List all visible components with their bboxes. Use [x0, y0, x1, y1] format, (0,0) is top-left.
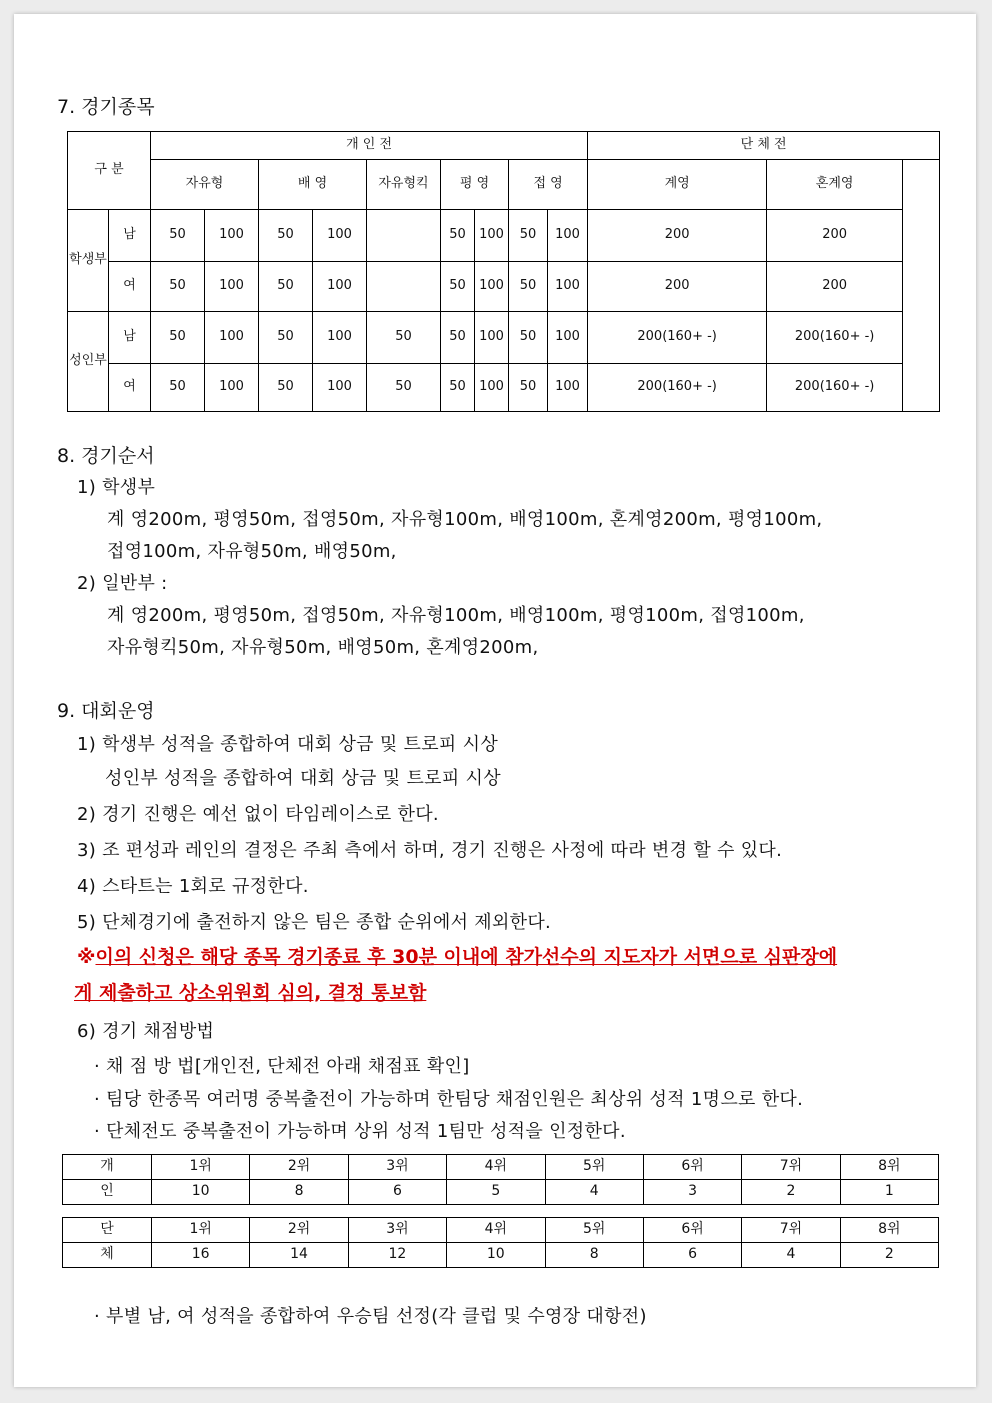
table-cell: 200: [588, 210, 767, 262]
points-cell: 8: [545, 1243, 643, 1268]
notice-text-2: 게 제출하고 상소위원회 심의, 결정 통보함: [74, 982, 427, 1004]
header-relay: 계영: [588, 160, 767, 210]
table-cell: 50: [509, 262, 548, 312]
rank-cell: 6위: [643, 1218, 741, 1243]
header-backstroke: 배 영: [259, 160, 367, 210]
points-cell: 16: [152, 1243, 250, 1268]
rank-cell: 5위: [545, 1218, 643, 1243]
sec9-item-1: 1) 학생부 성적을 종합하여 대회 상금 및 트로피 시상: [77, 734, 499, 755]
table-cell: 100: [205, 262, 259, 312]
event-table: [67, 131, 940, 412]
rank-cell: 4위: [447, 1155, 545, 1180]
table-cell: 200: [767, 262, 903, 312]
table-row: [68, 312, 940, 364]
rank-cell: 1위: [152, 1218, 250, 1243]
points-cell: 6: [348, 1180, 446, 1205]
empty-cell: [903, 160, 940, 412]
points-cell: 12: [348, 1243, 446, 1268]
rank-cell: 3위: [348, 1155, 446, 1180]
points-cell: 5: [447, 1180, 545, 1205]
table-cell: 50: [441, 262, 475, 312]
table-cell: 100: [205, 364, 259, 412]
table-cell: 100: [548, 210, 588, 262]
table-cell: 100: [548, 312, 588, 364]
table-row: [68, 364, 940, 412]
header-team: 단 체 전: [588, 132, 940, 160]
rank-cell: 1위: [152, 1155, 250, 1180]
header-freestyle-kick: 자유형킥: [367, 160, 441, 210]
table-cell: 50: [509, 210, 548, 262]
table-cell: 50: [509, 364, 548, 412]
header-gubun: 구 분: [68, 132, 151, 210]
table-cell: [367, 210, 441, 262]
table-cell: 50: [441, 210, 475, 262]
table-cell: 50: [441, 364, 475, 412]
table-cell: 200(160+ -): [588, 312, 767, 364]
individual-label-1: 개: [63, 1155, 152, 1180]
points-cell: 4: [742, 1243, 840, 1268]
sec9-item-3: 3) 조 편성과 레인의 결정은 주최 측에서 하며, 경기 진행은 사정에 따라 변경 할 수 있다.: [77, 840, 783, 861]
sec8-general: 2) 일반부 :: [77, 573, 168, 594]
table-cell: 50: [259, 364, 313, 412]
rank-cell: 8위: [840, 1155, 938, 1180]
table-cell: 100: [313, 312, 367, 364]
rank-cell: 4위: [447, 1218, 545, 1243]
sec8-general-line2: 자유형킥50m, 자유형50m, 배영50m, 혼계영200m,: [107, 637, 539, 658]
sec9-item-4: 4) 스타트는 1회로 규정한다.: [77, 876, 309, 897]
sec8-general-line1: 계 영200m, 평영50m, 접영50m, 자유형100m, 배영100m, 평영100m, 접영100m,: [107, 605, 805, 626]
table-cell: 100: [313, 210, 367, 262]
gender-cell: 남: [109, 210, 151, 262]
rank-cell: 2위: [250, 1155, 348, 1180]
rank-cell: 8위: [840, 1218, 938, 1243]
points-cell: 1: [840, 1180, 938, 1205]
points-cell: 4: [545, 1180, 643, 1205]
table-cell: 100: [205, 210, 259, 262]
sec9-item-1b: 성인부 성적을 종합하여 대회 상금 및 트로피 시상: [105, 768, 501, 789]
document-page: [14, 14, 976, 1387]
table-cell: 100: [475, 312, 509, 364]
table-cell: 100: [548, 364, 588, 412]
rank-cell: 5위: [545, 1155, 643, 1180]
sec8-student: 1) 학생부: [77, 477, 156, 498]
table-cell: 50: [151, 210, 205, 262]
table-cell: 50: [151, 364, 205, 412]
gender-cell: 남: [109, 312, 151, 364]
points-cell: 10: [152, 1180, 250, 1205]
points-cell: 2: [742, 1180, 840, 1205]
notice-text-1: 이의 신청은 해당 종목 경기종료 후 30분 이내에 참가선수의 지도자가 서면으로 심판장에: [95, 946, 838, 968]
table-cell: 100: [475, 262, 509, 312]
notice-line-2: [74, 978, 426, 1005]
header-medley-relay: 혼계영: [767, 160, 903, 210]
notice-mark: ※: [77, 946, 96, 968]
table-cell: 100: [548, 262, 588, 312]
scoring-bullet-4: · 부별 남, 여 성적을 종합하여 우승팀 선정(각 클럽 및 수영장 대항전): [94, 1306, 647, 1327]
individual-score-table: [62, 1154, 939, 1205]
team-label-2: 체: [63, 1243, 152, 1268]
table-cell: 200: [588, 262, 767, 312]
rank-cell: 3위: [348, 1218, 446, 1243]
table-cell: 200: [767, 210, 903, 262]
rank-cell: 6위: [643, 1155, 741, 1180]
rank-cell: 7위: [742, 1218, 840, 1243]
table-cell: 200(160+ -): [588, 364, 767, 412]
scoring-bullet-2: · 팀당 한종목 여러명 중복출전이 가능하며 한팀당 채점인원은 최상위 성적 1명으로 한다.: [94, 1089, 804, 1110]
table-cell: 50: [259, 312, 313, 364]
table-cell: 200(160+ -): [767, 364, 903, 412]
table-cell: [367, 262, 441, 312]
gender-cell: 여: [109, 364, 151, 412]
table-cell: 100: [313, 262, 367, 312]
table-cell: 100: [313, 364, 367, 412]
notice-line-1: [77, 942, 837, 969]
table-cell: 50: [441, 312, 475, 364]
scoring-bullet-3: · 단체전도 중복출전이 가능하며 상위 성적 1팀만 성적을 인정한다.: [94, 1121, 626, 1142]
rank-cell: 2위: [250, 1218, 348, 1243]
section-7-title: 7. 경기종목: [57, 96, 155, 118]
sec9-item-2: 2) 경기 진행은 예선 없이 타임레이스로 한다.: [77, 804, 439, 825]
points-cell: 2: [840, 1243, 938, 1268]
table-row: [68, 210, 940, 262]
header-breaststroke: 평 영: [441, 160, 509, 210]
header-freestyle: 자유형: [151, 160, 259, 210]
scoring-bullet-1: · 채 점 방 법[개인전, 단체전 아래 채점표 확인]: [94, 1056, 470, 1077]
group-label-student: 학생부: [68, 210, 109, 312]
team-score-table: [62, 1217, 939, 1268]
section-8-title: 8. 경기순서: [57, 445, 155, 467]
table-cell: 50: [367, 364, 441, 412]
gender-cell: 여: [109, 262, 151, 312]
table-cell: 50: [151, 312, 205, 364]
section-9-title: 9. 대회운영: [57, 700, 155, 722]
points-cell: 14: [250, 1243, 348, 1268]
points-cell: 3: [643, 1180, 741, 1205]
table-cell: 100: [475, 364, 509, 412]
table-cell: 50: [367, 312, 441, 364]
points-cell: 10: [447, 1243, 545, 1268]
table-cell: 100: [475, 210, 509, 262]
group-label-adult: 성인부: [68, 312, 109, 412]
sec8-student-line1: 계 영200m, 평영50m, 접영50m, 자유형100m, 배영100m, 혼계영200m, 평영100m,: [107, 509, 823, 530]
table-row: [68, 262, 940, 312]
individual-label-2: 인: [63, 1180, 152, 1205]
team-label-1: 단: [63, 1218, 152, 1243]
sec9-item-6: 6) 경기 채점방법: [77, 1021, 215, 1042]
rank-cell: 7위: [742, 1155, 840, 1180]
points-cell: 8: [250, 1180, 348, 1205]
points-cell: 6: [643, 1243, 741, 1268]
table-cell: 50: [259, 262, 313, 312]
table-cell: 50: [509, 312, 548, 364]
header-individual: 개 인 전: [151, 132, 588, 160]
table-cell: 100: [205, 312, 259, 364]
sec8-student-line2: 접영100m, 자유형50m, 배영50m,: [107, 541, 397, 562]
table-cell: 200(160+ -): [767, 312, 903, 364]
table-cell: 50: [259, 210, 313, 262]
sec9-item-5: 5) 단체경기에 출전하지 않은 팀은 종합 순위에서 제외한다.: [77, 912, 552, 933]
header-butterfly: 접 영: [509, 160, 588, 210]
table-cell: 50: [151, 262, 205, 312]
